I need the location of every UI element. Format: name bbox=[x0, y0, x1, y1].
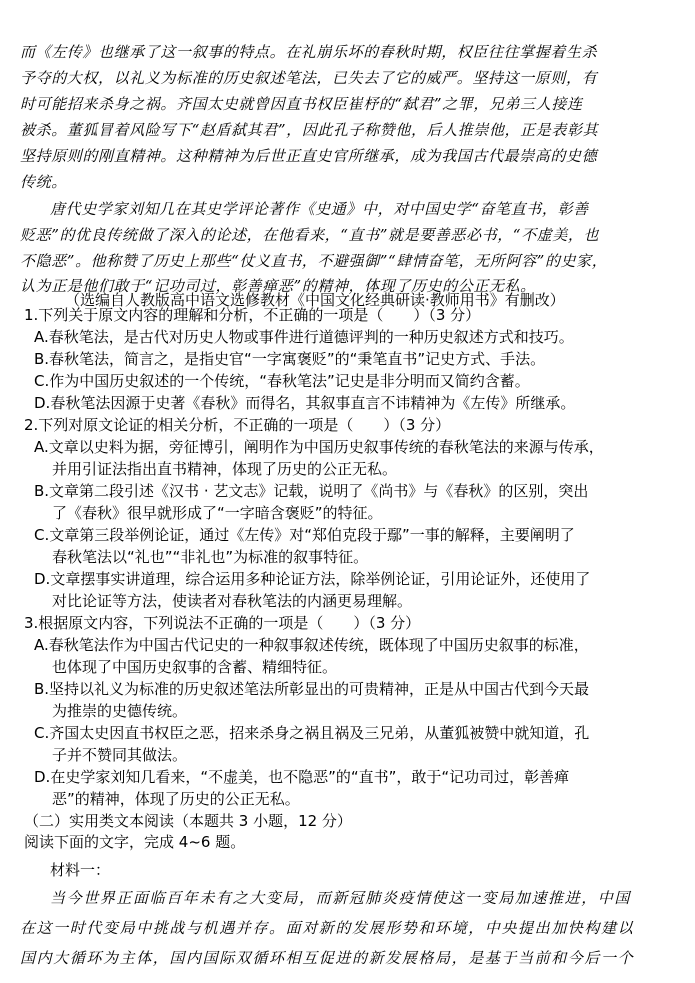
question-3-option-c: C.齐国太史因直书权臣之恶，招来杀身之祸且祸及三兄弟，从董狐被赞中就知道，孔 bbox=[34, 724, 590, 742]
question-1-option-b: B.春秋笔法，简言之，是指史官“一字寓褒贬”的“秉笔直书”记史方式、手法。 bbox=[34, 350, 546, 368]
option-continuation: 恶”的精神，体现了历史的公正无私。 bbox=[52, 790, 300, 808]
question-2-option-b: B.文章第二段引述《汉书 · 艺文志》记载，说明了《尚书》与《春秋》的区别，突出 bbox=[34, 482, 589, 500]
option-continuation: 了《春秋》很早就形成了“一字暗含褒贬”的特征。 bbox=[52, 504, 383, 522]
question-2-option-d: D.文章摆事实讲道理，综合运用多种论证方法，除举例论证，引用论证外，还使用了 bbox=[34, 570, 591, 588]
passage-line: 予夺的大权，以礼义为标准的历史叙述笔法，已失去了它的威严。坚持这一原则，有 bbox=[20, 69, 598, 87]
instruction: 阅读下面的文字，完成 4~6 题。 bbox=[24, 833, 246, 851]
passage-line: 坚持原则的刚直精神。这种精神为后世正直史官所继承，成为我国古代最崇高的史德 bbox=[20, 147, 598, 165]
question-2-stem: 2.下列对原文论证的相关分析，不正确的一项是（ ）（3 分） bbox=[24, 416, 451, 434]
option-continuation: 并用引证法指出直书精神，体现了历史的公正无私。 bbox=[52, 460, 398, 478]
question-3-option-d: D.在史学家刘知几看来，“不虚美，也不隐恶”的“直书”，敢于“记功司过，彰善瘅 bbox=[34, 768, 570, 786]
material-line: 当今世界正面临百年未有之大变局，而新冠肺炎疫情使这一变局加速推进，中国 bbox=[50, 889, 632, 907]
option-continuation: 也体现了中国历史叙事的含蓄、精细特征。 bbox=[52, 658, 338, 676]
question-3-stem: 3.根据原文内容，下列说法不正确的一项是（ ）（3 分） bbox=[24, 614, 421, 632]
material-line: 国内大循环为主体，国内国际双循环相互促进的新发展格局，是基于当前和今后一个 bbox=[20, 949, 635, 967]
material-label: 材料一： bbox=[50, 861, 111, 879]
passage-line: 而《左传》也继承了这一叙事的特点。在礼崩乐坏的春秋时期，权臣往往掌握着生杀 bbox=[20, 43, 598, 61]
question-1-stem: 1.下列关于原文内容的理解和分析，不正确的一项是（ ）（3 分） bbox=[24, 306, 481, 324]
question-3-option-a: A.春秋笔法作为中国古代记史的一种叙事叙述传统，既体现了中国历史叙事的标准， bbox=[34, 636, 589, 654]
passage-line: 不隐恶”。他称赞了历史上那些“仗义直书，不避强御”“肆情奋笔，无所阿容”的史家， bbox=[20, 252, 608, 270]
passage-line: 认为正是他们敢于“记功司过，彰善瘅恶”的精神，体现了历史的公正无私。 bbox=[20, 277, 536, 295]
question-1-option-d: D.春秋笔法因源于史著《春秋》而得名，其叙事直言不讳精神为《左传》所继承。 bbox=[34, 394, 576, 412]
passage-line: 被杀。董狐冒着风险写下“赵盾弑其君”，因此孔子称赞他，后人推崇他，正是表彰其 bbox=[20, 121, 599, 139]
source-note: （选编自人教版高中语文选修教材《中国文化经典研读·教师用书》有删改） bbox=[65, 291, 565, 309]
question-3-option-b: B.坚持以礼义为标准的历史叙述笔法所彰显出的可贵精神，正是从中国古代到今天最 bbox=[34, 680, 590, 698]
option-continuation: 春秋笔法以“礼也”“非礼也”为标准的叙事特征。 bbox=[52, 548, 369, 566]
question-1-option-c: C.作为中国历史叙述的一个传统，“春秋笔法”记史是非分明而又简约含蓄。 bbox=[34, 372, 530, 390]
passage-line: 传统。 bbox=[20, 173, 67, 191]
question-2-option-c: C.文章第三段举例论证，通过《左传》对“郑伯克段于鄢”一事的解释，主要阐明了 bbox=[34, 526, 575, 544]
passage-line: 贬恶”的优良传统做了深入的论述，在他看来，“直书”就是要善恶必书，“不虚美，也 bbox=[20, 226, 600, 244]
question-1-option-a: A.春秋笔法，是古代对历史人物或事件进行道德评判的一种历史叙述方式和技巧。 bbox=[34, 328, 574, 346]
passage-line: 唐代史学家刘知几在其史学评论著作《史通》中，对中国史学“奋笔直书，彰善 bbox=[50, 200, 589, 218]
section-title: （二）实用类文本阅读（本题共 3 小题，12 分） bbox=[24, 812, 352, 830]
option-continuation: 对比论证等方法，使读者对春秋笔法的内涵更易理解。 bbox=[52, 592, 413, 610]
material-line: 在这一时代变局中挑战与机遇并存。面对新的发展形势和环境，中央提出加快构建以 bbox=[20, 919, 635, 937]
option-continuation: 子并不赞同其做法。 bbox=[52, 746, 188, 764]
passage-line: 时可能招来杀身之祸。齐国太史就曾因直书权臣崔杼的“弑君”之罪，兄弟三人接连 bbox=[20, 95, 583, 113]
option-continuation: 为推崇的史德传统。 bbox=[52, 702, 188, 720]
question-2-option-a: A.文章以史料为据，旁征博引，阐明作为中国历史叙事传统的春秋笔法的来源与传承， bbox=[34, 438, 604, 456]
